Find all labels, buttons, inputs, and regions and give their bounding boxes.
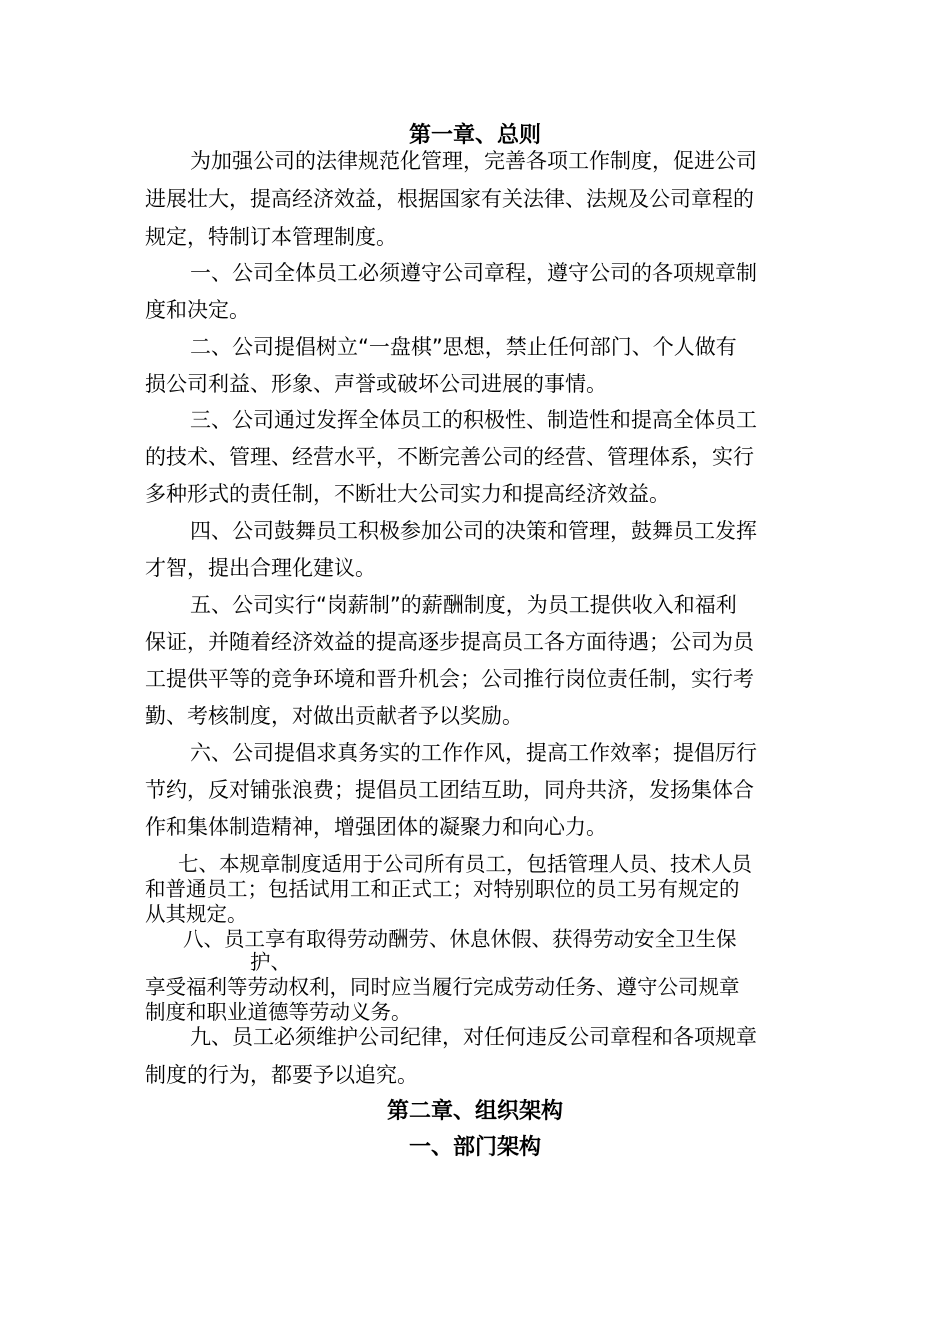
paragraph-line: 损公司利益、形象、声誉或破坏公司进展的事情。 bbox=[145, 372, 607, 396]
paragraph-line: 六、公司提倡求真务实的工作作风，提高工作效率；提倡厉行 bbox=[190, 741, 757, 765]
paragraph-line: 三、公司通过发挥全体员工的积极性、制造性和提高全体员工 bbox=[190, 408, 757, 432]
paragraph-line: 才智，提出合理化建议。 bbox=[145, 556, 376, 580]
paragraph-line: 一、公司全体员工必须遵守公司章程，遵守公司的各项规章制 bbox=[190, 261, 757, 285]
paragraph-line: 规定，特制订本管理制度。 bbox=[145, 225, 397, 249]
paragraph-line: 从其规定。 bbox=[145, 902, 248, 926]
paragraph-line: 制度的行为，都要予以追究。 bbox=[145, 1063, 418, 1087]
paragraph-line: 节约，反对铺张浪费；提倡员工团结互助，同舟共济，发扬集体合 bbox=[145, 778, 754, 802]
paragraph-line: 七、本规章制度适用于公司所有员工，包括管理人员、技术人员 bbox=[178, 852, 752, 876]
paragraph-line: 勤、考核制度，对做出贡献者予以奖励。 bbox=[145, 704, 523, 728]
section-1-title: 一、部门架构 bbox=[408, 1135, 541, 1160]
paragraph-line: 为加强公司的法律规范化管理，完善各项工作制度，促进公司 bbox=[190, 149, 757, 173]
paragraph-line: 工提供平等的竞争环境和晋升机会；公司推行岗位责任制，实行考 bbox=[145, 667, 754, 691]
paragraph-line: 多种形式的责任制，不断壮大公司实力和提高经济效益。 bbox=[145, 482, 670, 506]
paragraph-line: 进展壮大，提高经济效益，根据国家有关法律、法规及公司章程的 bbox=[145, 187, 754, 211]
paragraph-line: 享受福利等劳动权利，同时应当履行完成劳动任务、遵守公司规章 bbox=[145, 975, 740, 999]
paragraph-line: 度和决定。 bbox=[145, 298, 250, 322]
paragraph-line: 和普通员工；包括试用工和正式工；对特别职位的员工另有规定的 bbox=[145, 877, 740, 901]
paragraph-line: 护、 bbox=[250, 950, 291, 974]
paragraph-line: 八、员工享有取得劳动酬劳、休息休假、获得劳动安全卫生保 bbox=[183, 927, 737, 951]
paragraph-line: 四、公司鼓舞员工积极参加公司的决策和管理，鼓舞员工发挥 bbox=[190, 519, 757, 543]
paragraph-line: 的技术、管理、经营水平，不断完善公司的经营、管理体系，实行 bbox=[145, 445, 754, 469]
chapter-1-title: 第一章、总则 bbox=[408, 123, 541, 148]
paragraph-line: 二、公司提倡树立“一盘棋”思想，禁止任何部门、个人做有 bbox=[190, 335, 737, 359]
paragraph-line: 九、员工必须维护公司纪律，对任何违反公司章程和各项规章 bbox=[190, 1025, 757, 1049]
paragraph-line: 制度和职业道德等劳动义务。 bbox=[145, 1000, 412, 1024]
chapter-2-title: 第二章、组织架构 bbox=[386, 1099, 563, 1124]
paragraph-line: 作和集体制造精神，增强团体的凝聚力和向心力。 bbox=[145, 815, 607, 839]
paragraph-line: 五、公司实行“岗薪制”的薪酬制度，为员工提供收入和福利 bbox=[190, 593, 737, 617]
paragraph-line: 保证，并随着经济效益的提高逐步提高员工各方面待遇；公司为员 bbox=[145, 630, 754, 654]
